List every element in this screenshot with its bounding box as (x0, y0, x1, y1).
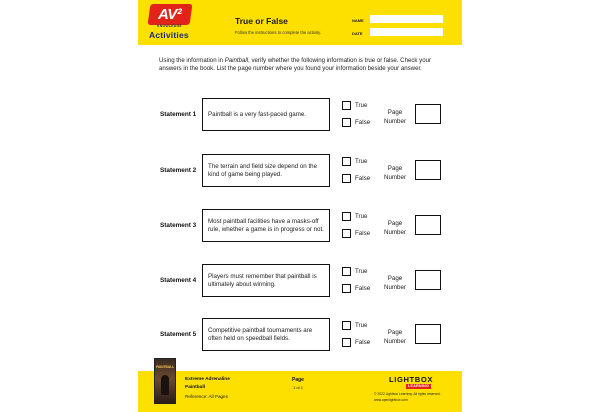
statement-label: Statement 5 (160, 331, 197, 338)
book-cover-thumbnail (154, 358, 176, 404)
statement-text: Competitive paintball tournaments are often held on speedball fields. (208, 326, 313, 342)
false-checkbox[interactable] (342, 338, 351, 347)
true-checkbox[interactable] (342, 321, 351, 330)
player-figure-icon (161, 375, 169, 395)
page-number-box[interactable] (415, 160, 441, 180)
av2-logo (145, 4, 197, 41)
page-number-box[interactable] (415, 104, 441, 124)
page-number-label: Page Number (383, 165, 406, 181)
statement-row-3 (138, 209, 462, 249)
true-checkbox[interactable] (342, 157, 351, 166)
statement-text: Players must remember that paintball is ultimately about winning. (208, 272, 317, 288)
false-checkbox[interactable] (342, 229, 351, 238)
true-checkbox[interactable] (342, 267, 351, 276)
statement-text: Most paintball facilities have a masks-off rule, whether a game is in progress or not. (208, 217, 324, 233)
page-count: 1 of 1 (292, 385, 303, 390)
book-title: Paintball (185, 385, 205, 390)
false-label: False (355, 339, 371, 346)
instructions-before: Using the information in (159, 57, 225, 64)
av2-logo-subtext: KNOWLEDGE (157, 24, 182, 28)
false-checkbox[interactable] (342, 174, 351, 183)
statement-label: Statement 3 (160, 222, 197, 229)
date-label: DATE (352, 31, 363, 36)
page-number-box[interactable] (415, 215, 441, 235)
reference-text: Reference: All Pages (185, 394, 228, 399)
page-number-label: Page Number (383, 329, 406, 345)
false-checkbox[interactable] (342, 118, 351, 127)
statement-text: Paintball is a very fast-paced game. (208, 110, 307, 118)
date-field[interactable] (370, 28, 443, 36)
lightbox-learning-badge: LEARNING (408, 384, 430, 388)
true-label: True (355, 158, 368, 165)
page-number-label: Page Number (383, 109, 406, 125)
instructions-book-title: Paintball (224, 57, 249, 64)
name-field[interactable] (370, 15, 443, 23)
page-title: True or False (235, 16, 288, 26)
statement-box (202, 264, 330, 297)
true-label: True (355, 322, 368, 329)
page-subtitle: Follow the instructions to complete the activity. (235, 30, 322, 35)
av2-logo-text: AV² (158, 6, 182, 23)
website-link[interactable]: www.openlightbox.com (374, 398, 408, 402)
instructions (159, 57, 444, 74)
page-label: Page (292, 377, 304, 383)
lightbox-logo: LIGHTBOX (389, 375, 434, 384)
name-label: NAME (352, 18, 364, 23)
worksheet-page (138, 0, 462, 412)
statement-row-4 (138, 264, 462, 304)
false-checkbox[interactable] (342, 284, 351, 293)
true-checkbox[interactable] (342, 101, 351, 110)
false-label: False (355, 175, 371, 182)
true-label: True (355, 102, 368, 109)
book-cover-title: PAINTBALL (156, 365, 175, 369)
statement-row-2 (138, 154, 462, 194)
header-band (138, 0, 462, 45)
false-label: False (355, 119, 371, 126)
false-label: False (355, 230, 371, 237)
statement-row-1 (138, 98, 462, 138)
statement-box (202, 98, 330, 131)
false-label: False (355, 285, 371, 292)
page-number-label: Page Number (383, 220, 406, 236)
statement-row-5 (138, 318, 462, 358)
statement-label: Statement 4 (160, 277, 197, 284)
av2-logo-mark (148, 4, 193, 25)
true-label: True (355, 268, 368, 275)
statement-label: Statement 1 (160, 111, 197, 118)
statement-box (202, 154, 330, 187)
page-number-box[interactable] (415, 324, 441, 344)
true-label: True (355, 213, 368, 220)
activities-label: Activities (149, 30, 189, 40)
copyright-notice: © 2022 Lightbox Learning. All rights reserved. (374, 392, 441, 396)
statement-label: Statement 2 (160, 167, 197, 174)
series-title: Extreme Adrenaline (185, 377, 230, 382)
statement-text: The terrain and field size depend on the kind of game being played. (208, 162, 318, 178)
page-number-label: Page Number (383, 275, 406, 291)
statement-box (202, 318, 330, 351)
instructions-after: , verify whether the following information is true or false. Check your answers in the book. List the page number where you found your information beside your answer. (159, 57, 432, 73)
statement-box (202, 209, 330, 242)
page-number-box[interactable] (415, 270, 441, 290)
true-checkbox[interactable] (342, 212, 351, 221)
